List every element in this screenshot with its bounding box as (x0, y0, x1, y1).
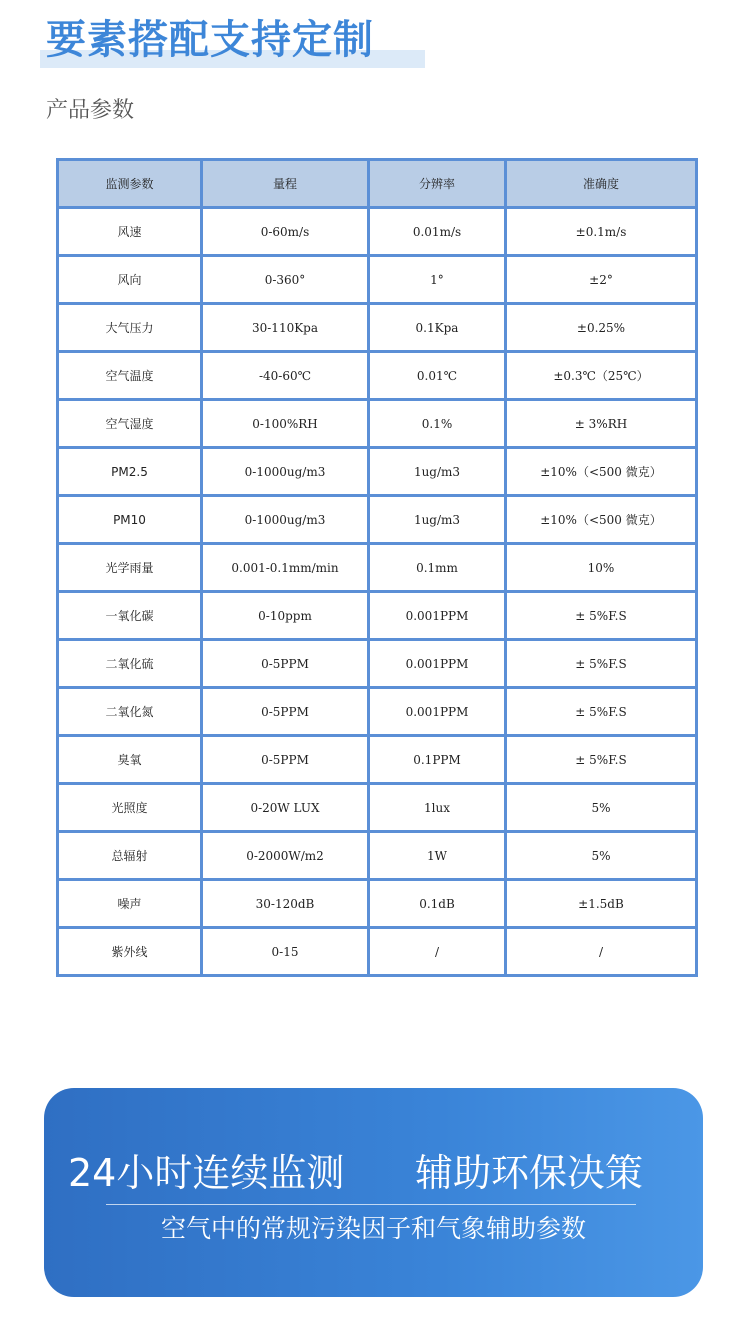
cell-param: 噪声 (58, 880, 202, 928)
table-row (58, 880, 697, 928)
cell-resolution: 0.1mm (369, 544, 506, 592)
cell-accuracy: ± 5%F.S (506, 736, 697, 784)
cell-param: 紫外线 (58, 928, 202, 976)
cell-param: 总辐射 (58, 832, 202, 880)
table-row (58, 448, 697, 496)
cell-range: 0-5PPM (202, 640, 369, 688)
title-block (40, 14, 425, 72)
cell-range: 0-60m/s (202, 208, 369, 256)
cell-resolution: 1lux (369, 784, 506, 832)
cell-resolution: 0.001PPM (369, 592, 506, 640)
table-row (58, 688, 697, 736)
cell-range: 0-1000ug/m3 (202, 448, 369, 496)
table-row (58, 592, 697, 640)
cell-resolution: 1ug/m3 (369, 448, 506, 496)
header-range: 量程 (202, 160, 369, 208)
cell-range: 30-120dB (202, 880, 369, 928)
cell-accuracy: / (506, 928, 697, 976)
cell-accuracy: ±0.25% (506, 304, 697, 352)
cell-param: 二氧化硫 (58, 640, 202, 688)
cell-accuracy: ± 5%F.S (506, 640, 697, 688)
cell-accuracy: 5% (506, 784, 697, 832)
cell-accuracy: ±0.1m/s (506, 208, 697, 256)
table-row (58, 832, 697, 880)
cell-accuracy: ± 3%RH (506, 400, 697, 448)
cell-accuracy: ±0.3℃（25℃） (506, 352, 697, 400)
cell-resolution: 0.01℃ (369, 352, 506, 400)
cell-resolution: 0.001PPM (369, 640, 506, 688)
section-subtitle: 产品参数 (46, 98, 135, 123)
table-row (58, 640, 697, 688)
banner-caption: 空气中的常规污染因子和气象辅助参数 (160, 1214, 586, 1243)
cell-range: 0-5PPM (202, 688, 369, 736)
table-row (58, 256, 697, 304)
cell-resolution: 1ug/m3 (369, 496, 506, 544)
cell-range: 0-360° (202, 256, 369, 304)
cell-accuracy: ±2° (506, 256, 697, 304)
cell-range: 0-15 (202, 928, 369, 976)
cell-range: 0-20W LUX (202, 784, 369, 832)
table-row (58, 208, 697, 256)
cell-resolution: 0.1dB (369, 880, 506, 928)
cell-accuracy: ± 5%F.S (506, 688, 697, 736)
page-title: 要素搭配支持定制 (46, 17, 374, 63)
cell-range: 0-5PPM (202, 736, 369, 784)
table-row (58, 304, 697, 352)
cell-param: 光学雨量 (58, 544, 202, 592)
table-row (58, 736, 697, 784)
table-row (58, 928, 697, 976)
cell-param: 空气湿度 (58, 400, 202, 448)
cell-accuracy: 5% (506, 832, 697, 880)
cell-accuracy: ± 5%F.S (506, 592, 697, 640)
cell-param: PM2.5 (58, 448, 202, 496)
cell-accuracy: ±10%（<500 微克） (506, 496, 697, 544)
cell-resolution: 0.001PPM (369, 688, 506, 736)
cell-param: 空气温度 (58, 352, 202, 400)
cell-param: 一氧化碳 (58, 592, 202, 640)
cell-range: 30-110Kpa (202, 304, 369, 352)
table-row (58, 352, 697, 400)
cell-range: 0.001-0.1mm/min (202, 544, 369, 592)
feature-banner (44, 1088, 703, 1297)
cell-param: 二氧化氮 (58, 688, 202, 736)
cell-resolution: 0.01m/s (369, 208, 506, 256)
slogan-decision: 辅助环保决策 (415, 1151, 644, 1195)
cell-range: -40-60℃ (202, 352, 369, 400)
table-row (58, 544, 697, 592)
cell-param: 大气压力 (58, 304, 202, 352)
cell-range: 0-1000ug/m3 (202, 496, 369, 544)
cell-resolution: 1° (369, 256, 506, 304)
cell-resolution: 1W (369, 832, 506, 880)
cell-param: 风向 (58, 256, 202, 304)
table-body (58, 208, 697, 976)
cell-resolution: 0.1Kpa (369, 304, 506, 352)
cell-param: PM10 (58, 496, 202, 544)
cell-range: 0-2000W/m2 (202, 832, 369, 880)
slogan-monitoring: 24小时连续监测 (68, 1151, 345, 1195)
cell-param: 光照度 (58, 784, 202, 832)
table-header-row (58, 160, 697, 208)
header-accuracy: 准确度 (506, 160, 697, 208)
cell-accuracy: 10% (506, 544, 697, 592)
cell-range: 0-100%RH (202, 400, 369, 448)
spec-table (56, 158, 698, 977)
table-row (58, 400, 697, 448)
cell-param: 风速 (58, 208, 202, 256)
cell-resolution: 0.1PPM (369, 736, 506, 784)
cell-range: 0-10ppm (202, 592, 369, 640)
cell-resolution: 0.1% (369, 400, 506, 448)
cell-accuracy: ±10%（<500 微克） (506, 448, 697, 496)
cell-param: 臭氧 (58, 736, 202, 784)
header-resolution: 分辨率 (369, 160, 506, 208)
table-row (58, 496, 697, 544)
table-row (58, 784, 697, 832)
cell-accuracy: ±1.5dB (506, 880, 697, 928)
cell-resolution: / (369, 928, 506, 976)
banner-divider (106, 1204, 636, 1205)
header-param: 监测参数 (58, 160, 202, 208)
